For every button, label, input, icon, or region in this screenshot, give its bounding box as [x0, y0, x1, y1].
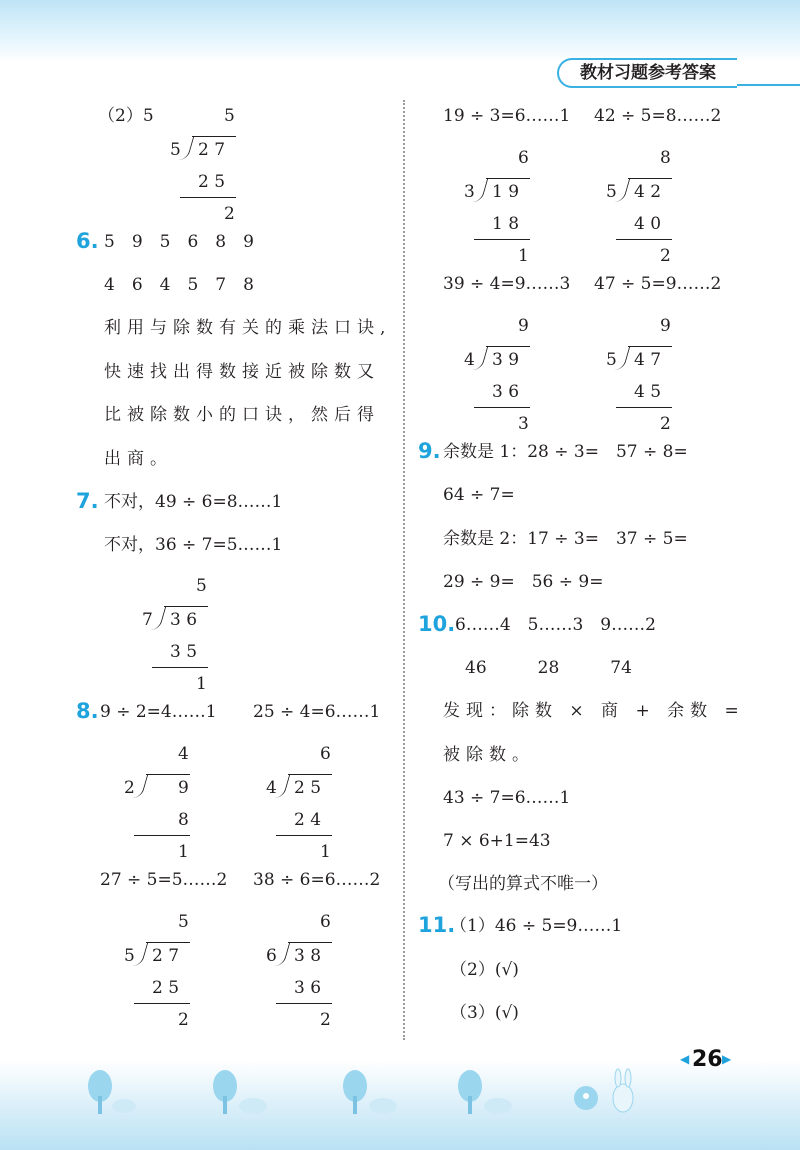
divisor: 2	[124, 778, 135, 798]
subtraction-line	[152, 667, 208, 668]
divisor: 5	[170, 140, 181, 160]
explanation-text: 比被除数小的口诀，然后得	[104, 405, 380, 425]
division-bar	[288, 942, 332, 943]
quotient: 5	[196, 576, 207, 596]
division-bracket	[133, 942, 149, 966]
divisor: 3	[464, 182, 475, 202]
division-bar	[628, 346, 672, 347]
question-number: 10.	[418, 612, 456, 636]
division-bracket	[473, 178, 489, 202]
quotient: 6	[320, 912, 331, 932]
long-division	[124, 912, 244, 1032]
product: 1 8	[492, 214, 520, 234]
top-banner	[0, 0, 800, 62]
division-bracket	[615, 178, 631, 202]
subtraction-line	[616, 407, 672, 408]
page-number: 26	[692, 1047, 723, 1072]
answer-line: 39 ÷ 4=9……3	[443, 274, 571, 294]
product: 3 6	[294, 978, 322, 998]
long-division	[170, 106, 290, 226]
dividend: 1 9	[492, 182, 520, 202]
long-division	[142, 576, 262, 696]
product: 4 0	[634, 214, 662, 234]
answer-line: 27 ÷ 5=5……2	[100, 870, 228, 890]
product: 3 5	[170, 642, 198, 662]
subtraction-line	[616, 239, 672, 240]
division-bar	[288, 774, 332, 775]
divisor: 5	[606, 350, 617, 370]
product: 4 5	[634, 382, 662, 402]
divisor: 4	[464, 350, 475, 370]
quotient: 5	[178, 912, 189, 932]
tree-icon	[450, 1068, 520, 1118]
answer-line: （3）(√)	[450, 1003, 519, 1023]
quotient: 6	[320, 744, 331, 764]
subtraction-line	[180, 197, 236, 198]
quotient: 6	[518, 148, 529, 168]
division-bar	[486, 346, 530, 347]
answer-line: 余数是 2：17 ÷ 3= 37 ÷ 5=	[443, 529, 688, 549]
answer-line: 19 ÷ 3=6……1	[443, 106, 571, 126]
answer-line: 29 ÷ 9= 56 ÷ 9=	[443, 572, 604, 592]
quotient: 5	[224, 106, 235, 126]
answer-line: 46 28 74	[465, 658, 632, 678]
answer-line: 9 ÷ 2=4……1	[100, 702, 217, 722]
dividend: 4 2	[634, 182, 662, 202]
header-title: 教材习题参考答案	[557, 58, 737, 88]
dividend: 4 7	[634, 350, 662, 370]
dividend: 2 5	[294, 778, 322, 798]
division-bar	[164, 606, 208, 607]
product: 3 6	[492, 382, 520, 402]
explanation-text: 利用与除数有关的乘法口诀,	[104, 318, 392, 338]
remainder: 2	[320, 1010, 331, 1030]
explanation-text: 出商。	[104, 449, 173, 469]
division-bracket	[615, 346, 631, 370]
divisor: 5	[606, 182, 617, 202]
remainder: 1	[518, 246, 529, 266]
division-bar	[146, 774, 190, 775]
question-number: 9.	[418, 439, 441, 463]
subtraction-line	[134, 1003, 190, 1004]
divisor: 7	[142, 610, 153, 630]
division-bracket	[473, 346, 489, 370]
division-bracket	[275, 942, 291, 966]
remainder: 2	[178, 1010, 189, 1030]
subtraction-line	[276, 1003, 332, 1004]
quotient: 9	[518, 316, 529, 336]
divisor: 5	[124, 946, 135, 966]
division-bar	[628, 178, 672, 179]
long-division	[606, 316, 726, 436]
division-bracket	[133, 774, 149, 798]
product: 2 4	[294, 810, 322, 830]
remainder: 1	[178, 842, 189, 862]
dividend: 3 8	[294, 946, 322, 966]
division-bar	[192, 136, 236, 137]
question-number: 11.	[418, 913, 456, 937]
dividend: 2 7	[198, 140, 226, 160]
division-bracket	[275, 774, 291, 798]
remainder: 1	[320, 842, 331, 862]
dividend: 9	[178, 778, 189, 798]
column-divider	[403, 100, 405, 1040]
remainder: 1	[196, 674, 207, 694]
long-division	[464, 148, 584, 268]
animal-friends-icon	[568, 1068, 648, 1118]
header-rule	[737, 84, 800, 86]
answer-line: 38 ÷ 6=6……2	[253, 870, 381, 890]
divisor: 6	[266, 946, 277, 966]
subtraction-line	[276, 835, 332, 836]
division-bar	[146, 942, 190, 943]
explanation-text: 发现：除数 × 商 + 余数 =	[443, 701, 745, 721]
answer-line: 余数是 1：28 ÷ 3= 57 ÷ 8=	[443, 442, 688, 462]
long-division	[606, 148, 726, 268]
answer-line: 4 6 4 5 7 8	[104, 275, 254, 295]
product: 2 5	[152, 978, 180, 998]
question-number: 8.	[76, 699, 99, 723]
long-division	[124, 744, 244, 864]
answer-line: 47 ÷ 5=9……2	[594, 274, 722, 294]
remainder: 3	[518, 414, 529, 434]
quotient: 9	[660, 316, 671, 336]
answer-line: 7 × 6+1=43	[443, 831, 551, 851]
tree-icon	[335, 1068, 405, 1118]
product: 2 5	[198, 172, 226, 192]
division-bar	[486, 178, 530, 179]
tree-icon	[205, 1068, 275, 1118]
subtraction-line	[134, 835, 190, 836]
remainder: 2	[224, 204, 235, 224]
subtraction-line	[474, 239, 530, 240]
division-bracket	[151, 606, 167, 630]
answer-line: 64 ÷ 7=	[443, 485, 515, 505]
answer-line: 6……4 5……3 9……2	[455, 615, 656, 635]
remainder: 2	[660, 246, 671, 266]
subtraction-line	[474, 407, 530, 408]
answer-line: 25 ÷ 4=6……1	[253, 702, 381, 722]
q5-label: （2）5	[98, 106, 154, 126]
left-arrow-icon: ◀	[680, 1052, 690, 1066]
product: 8	[178, 810, 189, 830]
answer-line: 5 9 5 6 8 9	[104, 232, 254, 252]
remainder: 2	[660, 414, 671, 434]
answer-line: （2）(√)	[450, 960, 519, 980]
answer-line: 43 ÷ 7=6……1	[443, 788, 571, 808]
quotient: 8	[660, 148, 671, 168]
tree-icon	[80, 1068, 140, 1118]
long-division	[266, 744, 386, 864]
dividend: 3 6	[170, 610, 198, 630]
dividend: 2 7	[152, 946, 180, 966]
answer-line: 不对，49 ÷ 6=8……1	[104, 492, 283, 512]
explanation-text: 快速找出得数接近被除数又	[104, 362, 380, 382]
question-number: 7.	[76, 489, 99, 513]
dividend: 3 9	[492, 350, 520, 370]
note-text: （写出的算式不唯一）	[438, 874, 608, 894]
explanation-text: 被除数。	[443, 745, 535, 765]
answer-line: 不对，36 ÷ 7=5……1	[104, 535, 283, 555]
answer-line: 42 ÷ 5=8……2	[594, 106, 722, 126]
quotient: 4	[178, 744, 189, 764]
answer-line: （1）46 ÷ 5=9……1	[450, 916, 623, 936]
long-division	[266, 912, 386, 1032]
division-bracket	[179, 136, 195, 160]
question-number: 6.	[76, 229, 99, 253]
right-arrow-icon: ▶	[722, 1052, 732, 1066]
divisor: 4	[266, 778, 277, 798]
long-division	[464, 316, 584, 436]
